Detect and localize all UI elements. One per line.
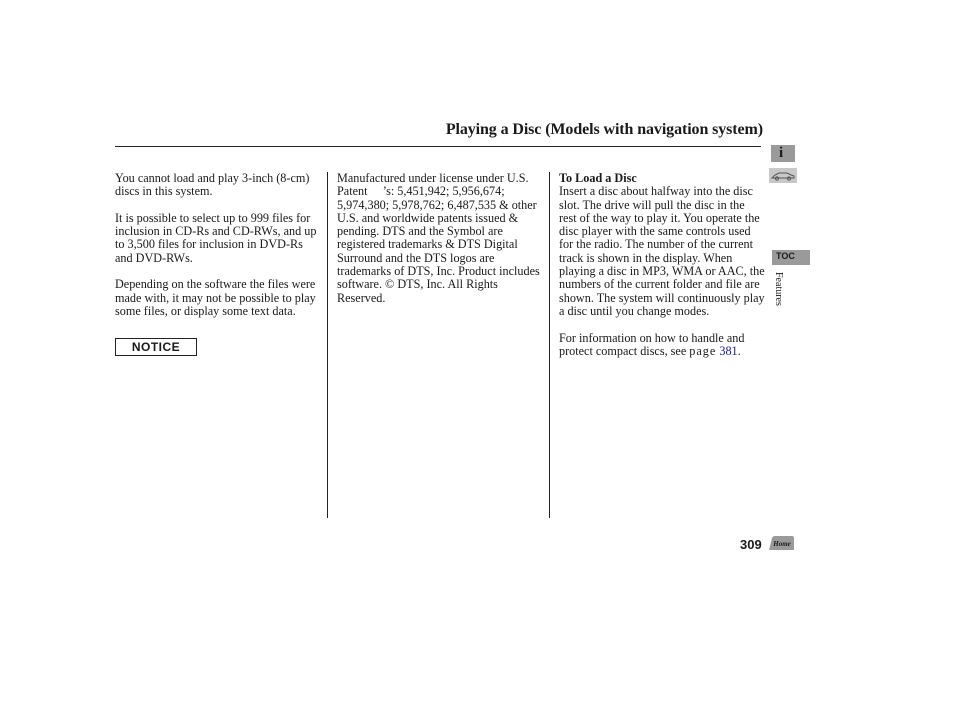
paragraph-file-limits: It is possible to select up to 999 files for inclusion in CD-Rs and CD-RWs, and up to 3,500 files for inclusion in DVD-Rs and DVD-RWs.	[115, 210, 317, 265]
page-title: Playing a Disc (Models with navigation system)	[445, 121, 763, 138]
column-divider-1	[327, 172, 328, 518]
paragraph-software-note: Depending on the software the files were made with, it may not be possible to play some files, or display some text data.	[115, 277, 316, 318]
column-left	[115, 172, 321, 356]
home-icon	[768, 535, 795, 551]
column-right	[559, 172, 765, 371]
section-heading-load-disc: To Load a Disc	[559, 171, 637, 185]
paragraph-load-disc: Insert a disc about halfway into the disc slot. The drive will pull the disc in the rest of the way to play it. You operate the disc player with the same controls used for the radio. The number of the current track is shown in the display. When playing a disc in MP3, WMA or AAC, the numbers of the current folder and file are shown. The system will continuously play a disc until you change modes.	[559, 184, 765, 318]
paragraph-disc-size: You cannot load and play 3-inch (8-cm) discs in this system.	[115, 171, 310, 199]
column-middle	[337, 172, 543, 318]
handle-discs-text: For information on how to handle and protect compact discs, see	[559, 330, 745, 358]
car-icon	[769, 168, 797, 183]
toc-label: TOC	[776, 251, 795, 261]
toc-button[interactable]	[772, 250, 810, 265]
vehicle-index-button[interactable]	[769, 168, 797, 183]
page-number: 309	[740, 537, 762, 552]
info-icon: i	[779, 145, 784, 161]
title-rule	[115, 146, 761, 147]
paragraph-dts-license: Manufactured under license under U.S. Patent ’s: 5,451,942; 5,956,674; 5,974,380; 5,978,762; 6,487,535 & other U.S. and worldwide patents issued & pending. DTS and the Symbol are registered trademarks & DTS Digital Surround and the DTS logos are trademarks of DTS, Inc. Product includes software. © DTS, Inc. All Rights Reserved.	[337, 171, 540, 305]
home-button[interactable]	[768, 535, 795, 551]
section-tab-features: Features	[773, 272, 784, 306]
page-word: page	[689, 343, 717, 358]
column-divider-2	[549, 172, 550, 518]
paragraph-handle-discs	[559, 332, 765, 359]
notice-badge: NOTICE	[115, 338, 197, 356]
info-button[interactable]	[771, 145, 795, 162]
sentence-end: .	[737, 343, 741, 358]
home-label: Home	[773, 540, 791, 548]
page-381-link[interactable]: 381	[719, 343, 738, 358]
